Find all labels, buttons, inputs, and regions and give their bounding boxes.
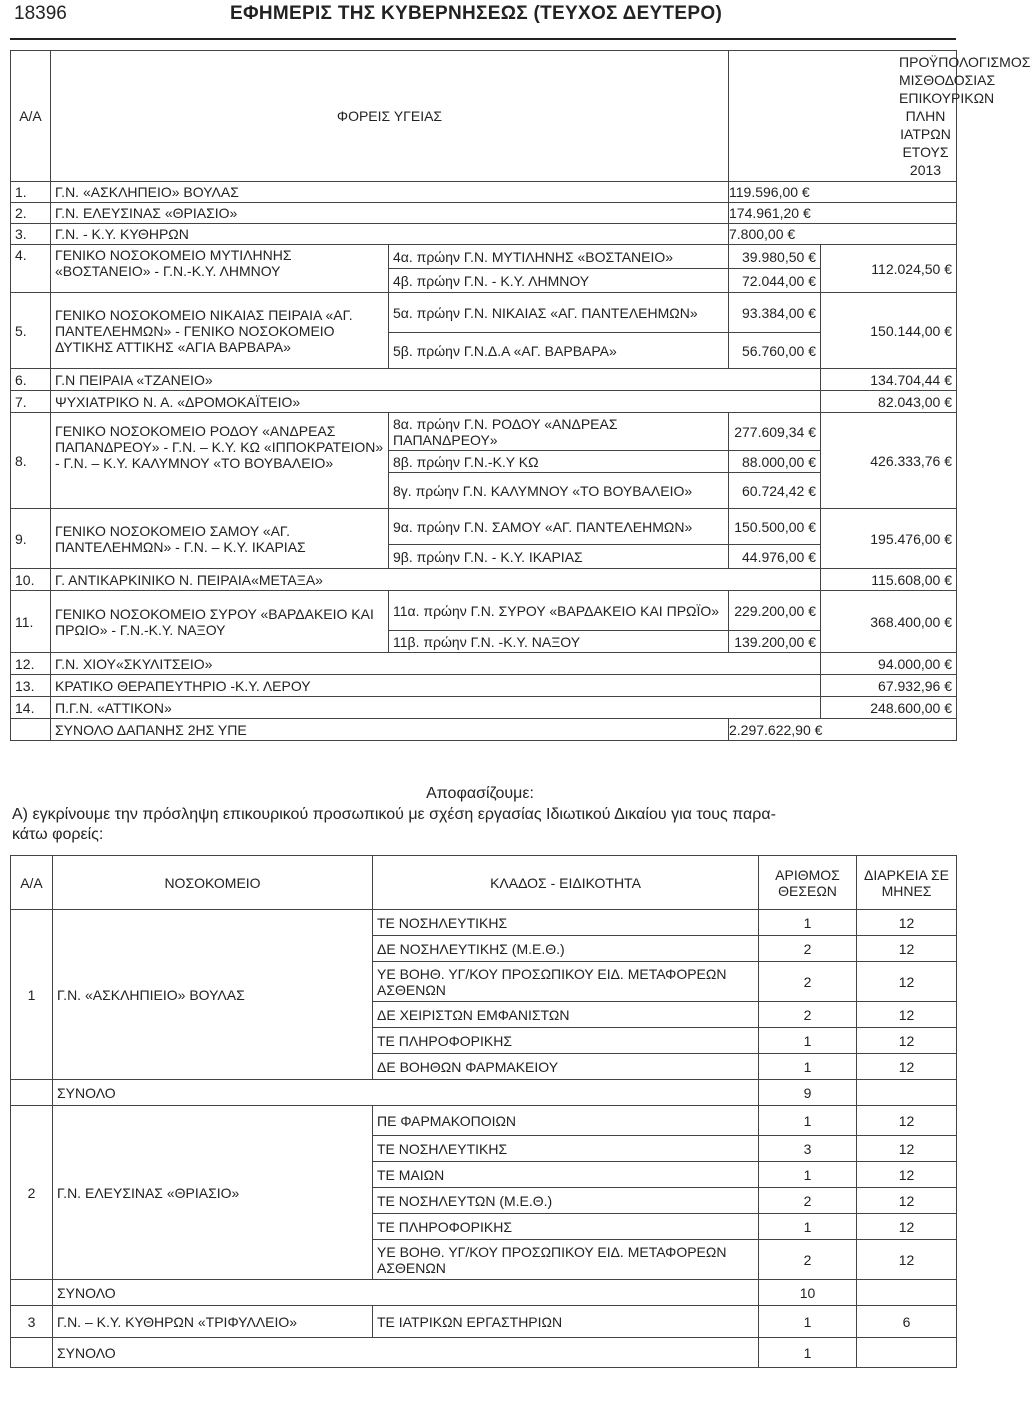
specialty: ΔΕ ΒΟΗΘΩΝ ΦΑΡΜΑΚΕΙΟΥ (373, 1054, 759, 1080)
table-row (11, 697, 957, 719)
decision-heading: Αποφασίζουμε: (426, 785, 534, 802)
amount: 134.704,44 € (870, 372, 952, 388)
row-number: 5. (11, 293, 51, 369)
positions: 3 (759, 1136, 857, 1162)
total-amount: 150.144,00 € (870, 323, 952, 339)
positions: 2 (759, 1240, 857, 1280)
total-amount: 112.024,50 € (871, 261, 952, 277)
table-row (11, 293, 957, 333)
sub-amount-cell (729, 473, 821, 509)
table-row (11, 413, 957, 451)
empty-cell (857, 1338, 957, 1368)
row-number: 8. (11, 413, 51, 509)
sub-amount-cell (729, 545, 821, 569)
empty-cell (11, 1338, 53, 1368)
positions: 1 (759, 1028, 857, 1054)
table-row (11, 369, 957, 391)
duration: 12 (857, 1002, 957, 1028)
sub-amount: 72.044,00 € (742, 273, 816, 289)
hospital-name: Γ.Ν. – Κ.Υ. ΚΥΘΗΡΩΝ «ΤΡΙΦΥΛΛΕΙΟ» (53, 1306, 373, 1338)
row-number: 2. (11, 203, 51, 224)
sub-amount: 93.384,00 € (742, 305, 816, 321)
grand-total-cell (729, 719, 957, 741)
total-cell (821, 591, 957, 653)
total-row (11, 719, 957, 741)
row-number: 6. (11, 369, 51, 391)
duration: 12 (857, 1162, 957, 1188)
specialty: ΔΕ ΧΕΙΡΙΣΤΩΝ ΕΜΦΑΝΙΣΤΩΝ (373, 1002, 759, 1028)
specialty: ΤΕ ΠΛΗΡΟΦΟΡΙΚΗΣ (373, 1028, 759, 1054)
positions: 1 (759, 1214, 857, 1240)
sub-amount-cell (729, 293, 821, 333)
sub-unit: 5α. πρώην Γ.Ν. ΝΙΚΑΙΑΣ «ΑΓ. ΠΑΝΤΕΛΕΗΜΩΝ» (389, 293, 729, 333)
sub-unit: 11β. πρώην Γ.Ν. -Κ.Υ. ΝΑΞΟΥ (389, 631, 729, 653)
amount-cell (729, 182, 957, 203)
org-name: Γ.Ν. - Κ.Υ. ΚΥΘΗΡΩΝ (51, 224, 729, 245)
table-row (11, 224, 957, 245)
header-rule (10, 38, 956, 40)
duration: 12 (857, 936, 957, 962)
row-number: 3. (11, 224, 51, 245)
total-amount: 368.400,00 € (870, 614, 952, 630)
org-name: Γ.Ν. «ΑΣΚΛΗΠΕΙΟ» ΒΟΥΛΑΣ (51, 182, 729, 203)
subtotal-label: ΣΥΝΟΛΟ (53, 1280, 759, 1306)
col-budget-header: ΠΡΟΫΠΟΛΟΓΙΣΜΟΣ ΜΙΣΘΟΔΟΣΙΑΣ ΕΠΙΚΟΥΡΙΚΩΝ ΠΛΗΝ ΙΑΤΡΩΝ ΕΤΟΥΣ 2013 (729, 51, 957, 182)
table-row (11, 675, 957, 697)
table-header-row (11, 856, 957, 910)
table-row (11, 245, 957, 269)
duration: 12 (857, 1106, 957, 1136)
table-row (11, 910, 957, 936)
duration: 12 (857, 962, 957, 1002)
positions: 2 (759, 936, 857, 962)
col-positions-header: ΑΡΙΘΜΟΣ ΘΕΣΕΩΝ (759, 856, 857, 910)
amount: 94.000,00 € (878, 656, 952, 672)
sub-amount-cell (729, 413, 821, 451)
duration: 12 (857, 1188, 957, 1214)
org-name: ΓΕΝΙΚΟ ΝΟΣΟΚΟΜΕΙΟ ΣΥΡΟΥ «ΒΑΡΔΑΚΕΙΟ ΚΑΙ ΠΡΩΙΟ» - Γ.Ν.-Κ.Υ. ΝΑΞΟΥ (51, 591, 389, 653)
amount: 82.043,00 € (878, 394, 952, 410)
gazette-title: ΕΦΗΜΕΡΙΣ ΤΗΣ ΚΥΒΕΡΝΗΣΕΩΣ (ΤΕΥΧΟΣ ΔΕΥΤΕΡΟ) (230, 3, 723, 24)
sub-amount-cell (729, 509, 821, 545)
sub-amount: 150.500,00 € (734, 519, 816, 535)
amount: 115.608,00 € (871, 572, 952, 588)
specialty: ΤΕ ΝΟΣΗΛΕΥΤΩΝ (Μ.Ε.Θ.) (373, 1188, 759, 1214)
total-amount: 426.333,76 € (870, 453, 952, 469)
subtotal-value: 10 (759, 1280, 857, 1306)
sub-unit: 11α. πρώην Γ.Ν. ΣΥΡΟΥ «ΒΑΡΔΑΚΕΙΟ ΚΑΙ ΠΡΩΪΟ» (389, 591, 729, 631)
amount: 7.800,00 € (729, 226, 795, 242)
hospital-name: Γ.Ν. «ΑΣΚΛΗΠΙΕΙΟ» ΒΟΥΛΑΣ (53, 910, 373, 1080)
sub-amount: 88.000,00 € (742, 454, 816, 470)
org-name: ΓΕΝΙΚΟ ΝΟΣΟΚΟΜΕΙΟ ΝΙΚΑΙΑΣ ΠΕΙΡΑΙΑ «ΑΓ. ΠΑΝΤΕΛΕΗΜΩΝ» - ΓΕΝΙΚΟ ΝΟΣΟΚΟΜΕΙΟ ΔΥΤΙΚΗΣ ΑΤΤΙΚΗΣ «ΑΓΙΑ ΒΑΡΒΑΡΑ» (51, 293, 389, 369)
row-number: 11. (11, 591, 51, 653)
specialty: ΤΕ ΝΟΣΗΛΕΥΤΙΚΗΣ (373, 910, 759, 936)
table-row (11, 653, 957, 675)
page-number: 18396 (14, 3, 67, 24)
org-name: Γ. ΑΝΤΙΚΑΡΚΙΝΙΚΟ Ν. ΠΕΙΡΑΙΑ«ΜΕΤΑΞΑ» (51, 569, 821, 591)
col-aa-header: Α/Α (11, 856, 53, 910)
staffing-table (10, 855, 957, 1368)
sub-unit: 8γ. πρώην Γ.Ν. ΚΑΛΥΜΝΟΥ «ΤΟ ΒΟΥΒΑΛΕΙΟ» (389, 473, 729, 509)
table-row (11, 569, 957, 591)
decision-paragraph (12, 805, 944, 845)
empty-cell (857, 1280, 957, 1306)
org-name: Π.Γ.Ν. «ΑΤΤΙΚΟΝ» (51, 697, 821, 719)
sub-unit: 8β. πρώην Γ.Ν.-Κ.Υ ΚΩ (389, 451, 729, 473)
org-name: Γ.Ν. ΧΙΟΥ«ΣΚΥΛΙΤΣΕΙΟ» (51, 653, 821, 675)
sub-amount-cell (729, 245, 821, 269)
specialty: ΤΕ ΝΟΣΗΛΕΥΤΙΚΗΣ (373, 1136, 759, 1162)
org-name: ΓΕΝΙΚΟ ΝΟΣΟΚΟΜΕΙΟ ΜΥΤΙΛΗΝΗΣ «ΒΟΣΤΑΝΕΙΟ» - Γ.Ν.-Κ.Υ. ΛΗΜΝΟΥ (51, 245, 389, 293)
duration: 12 (857, 910, 957, 936)
specialty: ΥΕ ΒΟΗΘ. ΥΓ/ΚΟΥ ΠΡΟΣΩΠΙΚΟΥ ΕΙΔ. ΜΕΤΑΦΟΡΕΩΝ ΑΣΘΕΝΩΝ (373, 1240, 759, 1280)
subtotal-label: ΣΥΝΟΛΟ (53, 1338, 759, 1368)
table-row (11, 591, 957, 631)
org-name: ΓΕΝΙΚΟ ΝΟΣΟΚΟΜΕΙΟ ΣΑΜΟΥ «ΑΓ. ΠΑΝΤΕΛΕΗΜΩΝ» - Γ.Ν. – Κ.Υ. ΙΚΑΡΙΑΣ (51, 509, 389, 569)
amount-cell (729, 203, 957, 224)
duration: 12 (857, 1136, 957, 1162)
empty-cell (857, 1080, 957, 1106)
empty-cell (11, 719, 51, 741)
positions: 1 (759, 1306, 857, 1338)
sub-amount-cell (729, 631, 821, 653)
amount-cell (821, 675, 957, 697)
col-hospital-header: ΝΟΣΟΚΟΜΕΙΟ (53, 856, 373, 910)
positions: 1 (759, 910, 857, 936)
amount-cell (821, 369, 957, 391)
total-amount: 195.476,00 € (870, 531, 952, 547)
total-cell (821, 413, 957, 509)
specialty: ΥΕ ΒΟΗΘ. ΥΓ/ΚΟΥ ΠΡΟΣΩΠΙΚΟΥ ΕΙΔ. ΜΕΤΑΦΟΡΕΩΝ ΑΣΘΕΝΩΝ (373, 962, 759, 1002)
specialty: ΤΕ ΙΑΤΡΙΚΩΝ ΕΡΓΑΣΤΗΡΙΩΝ (373, 1306, 759, 1338)
positions: 2 (759, 1002, 857, 1028)
sub-unit: 8α. πρώην Γ.Ν. ΡΟΔΟΥ «ΑΝΔΡΕΑΣ ΠΑΠΑΝΔΡΕΟΥ» (389, 413, 729, 451)
specialty: ΔΕ ΝΟΣΗΛΕΥΤΙΚΗΣ (Μ.Ε.Θ.) (373, 936, 759, 962)
sub-amount-cell (729, 269, 821, 293)
amount-cell (821, 653, 957, 675)
specialty: ΤΕ ΜΑΙΩΝ (373, 1162, 759, 1188)
table-header-row (11, 51, 957, 182)
positions: 1 (759, 1106, 857, 1136)
row-number: 3 (11, 1306, 53, 1338)
row-number: 10. (11, 569, 51, 591)
positions: 2 (759, 1188, 857, 1214)
subtotal-row (11, 1080, 957, 1106)
total-cell (821, 293, 957, 369)
decision-line: κάτω φορείς: (12, 826, 104, 843)
row-number: 1 (11, 910, 53, 1080)
amount-cell (821, 697, 957, 719)
sub-amount: 229.200,00 € (734, 603, 816, 619)
col-duration-header: ΔΙΑΡΚΕΙΑ ΣΕ ΜΗΝΕΣ (857, 856, 957, 910)
row-number: 2 (11, 1106, 53, 1280)
row-number: 12. (11, 653, 51, 675)
table-row (11, 509, 957, 545)
duration: 12 (857, 1240, 957, 1280)
col-specialty-header: ΚΛΑΔΟΣ - ΕΙΔΙΚΟΤΗΤΑ (373, 856, 759, 910)
sub-unit: 4α. πρώην Γ.Ν. ΜΥΤΙΛΗΝΗΣ «ΒΟΣΤΑΝΕΙΟ» (389, 245, 729, 269)
amount-cell (821, 569, 957, 591)
decision-line: Α) εγκρίνουμε την πρόσληψη επικουρικού προσωπικού με σχέση εργασίας Ιδιωτικού Δικαίου για τους παρα- (12, 806, 776, 823)
budget-table (10, 50, 1030, 741)
sub-unit: 9β. πρώην Γ.Ν. - Κ.Υ. ΙΚΑΡΙΑΣ (389, 545, 729, 569)
table-row (11, 203, 957, 224)
positions: 1 (759, 1162, 857, 1188)
specialty: ΠΕ ΦΑΡΜΑΚΟΠΟΙΩΝ (373, 1106, 759, 1136)
col-foreis-header: ΦΟΡΕΙΣ ΥΓΕΙΑΣ (51, 51, 729, 182)
grand-total: 2.297.622,90 € (729, 722, 822, 738)
table-row (11, 1306, 957, 1338)
amount-cell (821, 391, 957, 413)
empty-cell (11, 1080, 53, 1106)
sub-amount: 39.980,50 € (742, 249, 816, 265)
total-cell (821, 245, 957, 293)
hospital-name: Γ.Ν. ΕΛΕΥΣΙΝΑΣ «ΘΡΙΑΣΙΟ» (53, 1106, 373, 1280)
sub-amount: 277.609,34 € (734, 424, 816, 440)
subtotal-value: 1 (759, 1338, 857, 1368)
org-name: Γ.Ν. ΕΛΕΥΣΙΝΑΣ «ΘΡΙΑΣΙΟ» (51, 203, 729, 224)
sub-unit: 4β. πρώην Γ.Ν. - Κ.Υ. ΛΗΜΝΟΥ (389, 269, 729, 293)
sub-unit: 5β. πρώην Γ.Ν.Δ.Α «ΑΓ. ΒΑΡΒΑΡΑ» (389, 333, 729, 369)
sub-amount-cell (729, 591, 821, 631)
subtotal-value: 9 (759, 1080, 857, 1106)
sub-amount: 139.200,00 € (734, 634, 816, 650)
org-name: ΓΕΝΙΚΟ ΝΟΣΟΚΟΜΕΙΟ ΡΟΔΟΥ «ΑΝΔΡΕΑΣ ΠΑΠΑΝΔΡΕΟΥ» - Γ.Ν. – Κ.Υ. ΚΩ «ΙΠΠΟΚΡΑΤΕΙΟΝ» - Γ.Ν. – Κ.Υ. ΚΑΛΥΜΝΟΥ «ΤΟ ΒΟΥΒΑΛΕΙΟ» (51, 413, 389, 509)
org-name: ΨΥΧΙΑΤΡΙΚΟ Ν. Α. «ΔΡΟΜΟΚΑΪΤΕΙΟ» (51, 391, 821, 413)
total-label: ΣΥΝΟΛΟ ΔΑΠΑΝΗΣ 2ΗΣ ΥΠΕ (51, 719, 729, 741)
amount: 119.596,00 € (729, 184, 810, 200)
table-row (11, 182, 957, 203)
table-row (11, 1106, 957, 1136)
duration: 12 (857, 1214, 957, 1240)
col-aa-header: Α/Α (11, 51, 51, 182)
positions: 2 (759, 962, 857, 1002)
amount: 248.600,00 € (870, 700, 952, 716)
subtotal-row (11, 1338, 957, 1368)
table-row (11, 391, 957, 413)
sub-amount: 44.976,00 € (742, 549, 816, 565)
positions: 1 (759, 1054, 857, 1080)
subtotal-row (11, 1280, 957, 1306)
org-name: Γ.Ν ΠΕΙΡΑΙΑ «ΤΖΑΝΕΙΟ» (51, 369, 821, 391)
row-number: 14. (11, 697, 51, 719)
total-cell (821, 509, 957, 569)
sub-amount-cell (729, 333, 821, 369)
amount-cell (729, 224, 957, 245)
row-number: 7. (11, 391, 51, 413)
amount: 174.961,20 € (729, 205, 811, 221)
duration: 12 (857, 1028, 957, 1054)
row-number: 4. (11, 245, 51, 293)
specialty: ΤΕ ΠΛΗΡΟΦΟΡΙΚΗΣ (373, 1214, 759, 1240)
duration: 12 (857, 1054, 957, 1080)
row-number: 9. (11, 509, 51, 569)
subtotal-label: ΣΥΝΟΛΟ (53, 1080, 759, 1106)
duration: 6 (857, 1306, 957, 1338)
sub-amount: 56.760,00 € (742, 343, 816, 359)
row-number: 1. (11, 182, 51, 203)
sub-amount-cell (729, 451, 821, 473)
row-number: 13. (11, 675, 51, 697)
sub-unit: 9α. πρώην Γ.Ν. ΣΑΜΟΥ «ΑΓ. ΠΑΝΤΕΛΕΗΜΩΝ» (389, 509, 729, 545)
org-name: ΚΡΑΤΙΚΟ ΘΕΡΑΠΕΥΤΗΡΙΟ -Κ.Υ. ΛΕΡΟΥ (51, 675, 821, 697)
amount: 67.932,96 € (878, 678, 952, 694)
empty-cell (11, 1280, 53, 1306)
sub-amount: 60.724,42 € (742, 483, 816, 499)
